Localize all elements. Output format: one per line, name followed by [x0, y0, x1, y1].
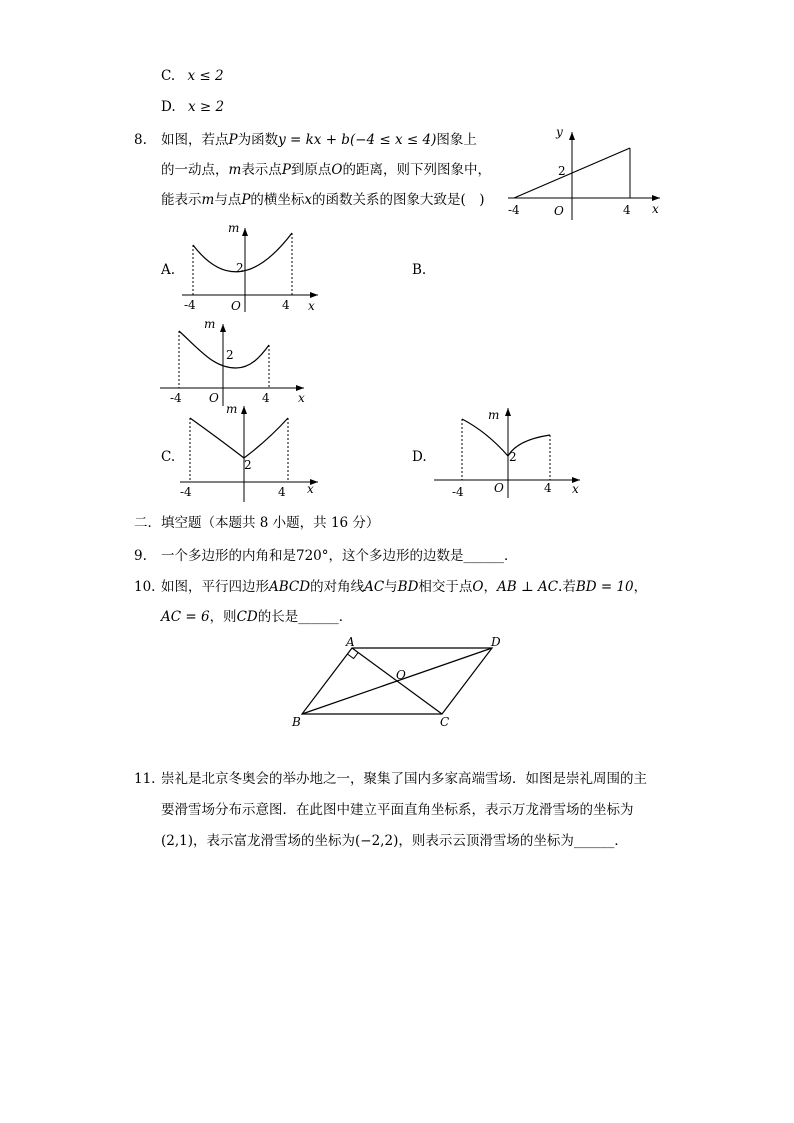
q9-text-a: 一个多边形的内角和是 — [161, 548, 296, 564]
q8-math: P — [228, 132, 238, 148]
q10-math: BD — [397, 579, 419, 595]
curve-left — [462, 419, 508, 456]
right-tick-label: 4 — [262, 391, 270, 405]
right-tick-label: 4 — [544, 481, 552, 495]
q10-text: 相交于点 — [418, 579, 473, 595]
left-tick-label: -4 — [170, 391, 182, 405]
m-axis-label: m — [228, 221, 240, 235]
q8-line-2 — [161, 161, 491, 179]
q8-math: P — [241, 192, 251, 208]
option-label: D. — [161, 99, 176, 115]
m-axis-arrow-icon — [505, 408, 511, 416]
q11-line-1: 崇礼是北京冬奥会的举办地之一，聚集了国内多家高端雪场．如图是崇礼周围的主 — [161, 771, 647, 787]
value-label: 2 — [509, 450, 517, 464]
right-angle-mark — [347, 652, 358, 658]
q10-text: ， — [633, 579, 648, 595]
q11-line-3 — [161, 832, 628, 850]
m-axis-arrow-icon — [220, 324, 226, 332]
q10-line-2 — [161, 608, 352, 626]
q8-option-d-graph — [432, 402, 587, 502]
q8-text: 的函数关系的图象大致是( ) — [312, 192, 485, 208]
q8-text: 如图，若点 — [161, 132, 229, 148]
q11-coord: (−2,2) — [355, 833, 399, 849]
q8-option-a-graph — [178, 222, 328, 314]
q8-text: 的距离，则下列图象中， — [342, 162, 491, 178]
q8-math: P — [281, 162, 291, 178]
q9-text-b: ，这个多边形的边数是______． — [328, 548, 518, 564]
q10-text: 的对角线 — [310, 579, 365, 595]
q8-option-b-graph — [156, 316, 306, 408]
q8-text: 为函数 — [237, 132, 279, 148]
q10-text: 与 — [384, 579, 398, 595]
origin-label: O — [554, 204, 564, 218]
m-axis-arrow-icon — [241, 406, 247, 414]
q8-math: x — [304, 192, 313, 208]
q9-angle: 720° — [296, 548, 329, 564]
q10-math: BD = 10 — [575, 579, 634, 595]
q10-math: AC = 6 — [161, 609, 210, 625]
x-axis-arrow-icon — [652, 195, 660, 201]
q8-option-c-graph — [178, 400, 328, 502]
center-o-label: O — [396, 668, 406, 682]
x-axis-label: x — [298, 391, 305, 405]
q10-parallelogram-figure — [290, 634, 510, 734]
vertex-d-label: D — [491, 635, 501, 649]
q11-text: ，表示富龙滑雪场的坐标为 — [193, 833, 356, 849]
option-d-prev — [161, 98, 224, 116]
option-expr: x ≥ 2 — [187, 99, 225, 115]
q8-text: 到原点 — [290, 162, 332, 178]
q10-math: AB ⊥ AC — [497, 579, 559, 595]
option-expr: x ≤ 2 — [187, 68, 224, 84]
q11-number: 11. — [134, 771, 156, 787]
origin-label: O — [209, 391, 219, 405]
right-tick-label: 4 — [623, 203, 631, 217]
q8-text: 能表示 — [161, 192, 202, 208]
q10-math: O — [472, 579, 484, 595]
q8-number: 8. — [134, 132, 147, 148]
vertex-b-label: B — [292, 715, 301, 729]
y-axis-label: y — [556, 125, 563, 139]
vertex-c-label: C — [440, 715, 450, 729]
q8-math: m — [228, 162, 242, 178]
q8-text: 与点 — [214, 192, 242, 208]
q8-text: 表示点 — [241, 162, 282, 178]
value-label: 2 — [236, 261, 244, 275]
left-tick-label: -4 — [508, 203, 520, 217]
q8-text: 图象上 — [436, 132, 477, 148]
q8-math: m — [201, 192, 215, 208]
x-axis-label: x — [308, 299, 315, 313]
q8-line-3 — [161, 191, 485, 209]
option-c-prev — [161, 67, 224, 85]
q8-option-b-label: B. — [412, 262, 427, 278]
vertex-a-label: A — [346, 635, 355, 649]
q9-number: 9. — [134, 548, 147, 564]
q10-math: ABCD — [269, 579, 311, 595]
x-axis-arrow-icon — [310, 292, 318, 298]
q9-text — [161, 547, 518, 565]
q10-text: .若 — [558, 579, 576, 595]
q8-math: O — [331, 162, 343, 178]
right-tick-label: 4 — [278, 485, 286, 499]
q8-main-graph — [500, 120, 670, 225]
left-tick-label: -4 — [184, 298, 196, 312]
left-tick-label: -4 — [180, 485, 192, 499]
m-axis-arrow-icon — [242, 228, 248, 236]
q10-text: 的长是______． — [257, 609, 353, 625]
y-axis-arrow-icon — [569, 132, 575, 140]
q8-option-d-label: D. — [412, 449, 427, 465]
m-axis-label: m — [204, 317, 216, 331]
q10-text: 如图，平行四边形 — [161, 579, 269, 595]
q8-line-1 — [161, 131, 477, 149]
q8-text: 的横坐标 — [250, 192, 305, 208]
curve-right — [244, 418, 288, 458]
option-label: C. — [161, 68, 176, 84]
q10-math: CD — [236, 609, 258, 625]
value-label: 2 — [244, 458, 252, 472]
q8-option-c-label: C. — [161, 449, 176, 465]
q11-text: ，则表示云顶滑雪场的坐标为______． — [398, 833, 628, 849]
intercept-label: 2 — [558, 164, 566, 178]
left-tick-label: -4 — [452, 485, 464, 499]
origin-label: O — [231, 299, 241, 313]
q8-option-a-label: A. — [161, 262, 176, 278]
curve-left — [190, 418, 244, 458]
q10-line-1 — [161, 578, 647, 596]
q8-function: y = kx + b(−4 ≤ x ≤ 4) — [278, 132, 437, 148]
origin-label: O — [494, 481, 504, 495]
value-label: 2 — [226, 348, 234, 362]
q10-text: ， — [483, 579, 497, 595]
q8-text: 的一动点， — [161, 162, 229, 178]
q10-math: AC — [364, 579, 385, 595]
right-tick-label: 4 — [282, 298, 290, 312]
q10-number: 10. — [134, 579, 156, 595]
curve — [179, 331, 269, 368]
x-axis-label: x — [572, 482, 579, 496]
x-axis-label: x — [307, 482, 314, 496]
x-axis-label: x — [652, 202, 659, 216]
q10-text: ，则 — [209, 609, 237, 625]
q11-coord: (2,1) — [161, 833, 194, 849]
m-axis-label: m — [226, 402, 238, 416]
q11-line-2: 要滑雪场分布示意图．在此图中建立平面直角坐标系，表示万龙滑雪场的坐标为 — [161, 802, 634, 818]
m-axis-label: m — [488, 408, 500, 422]
section-title: 二．填空题（本题共 8 小题，共 16 分） — [134, 515, 380, 531]
